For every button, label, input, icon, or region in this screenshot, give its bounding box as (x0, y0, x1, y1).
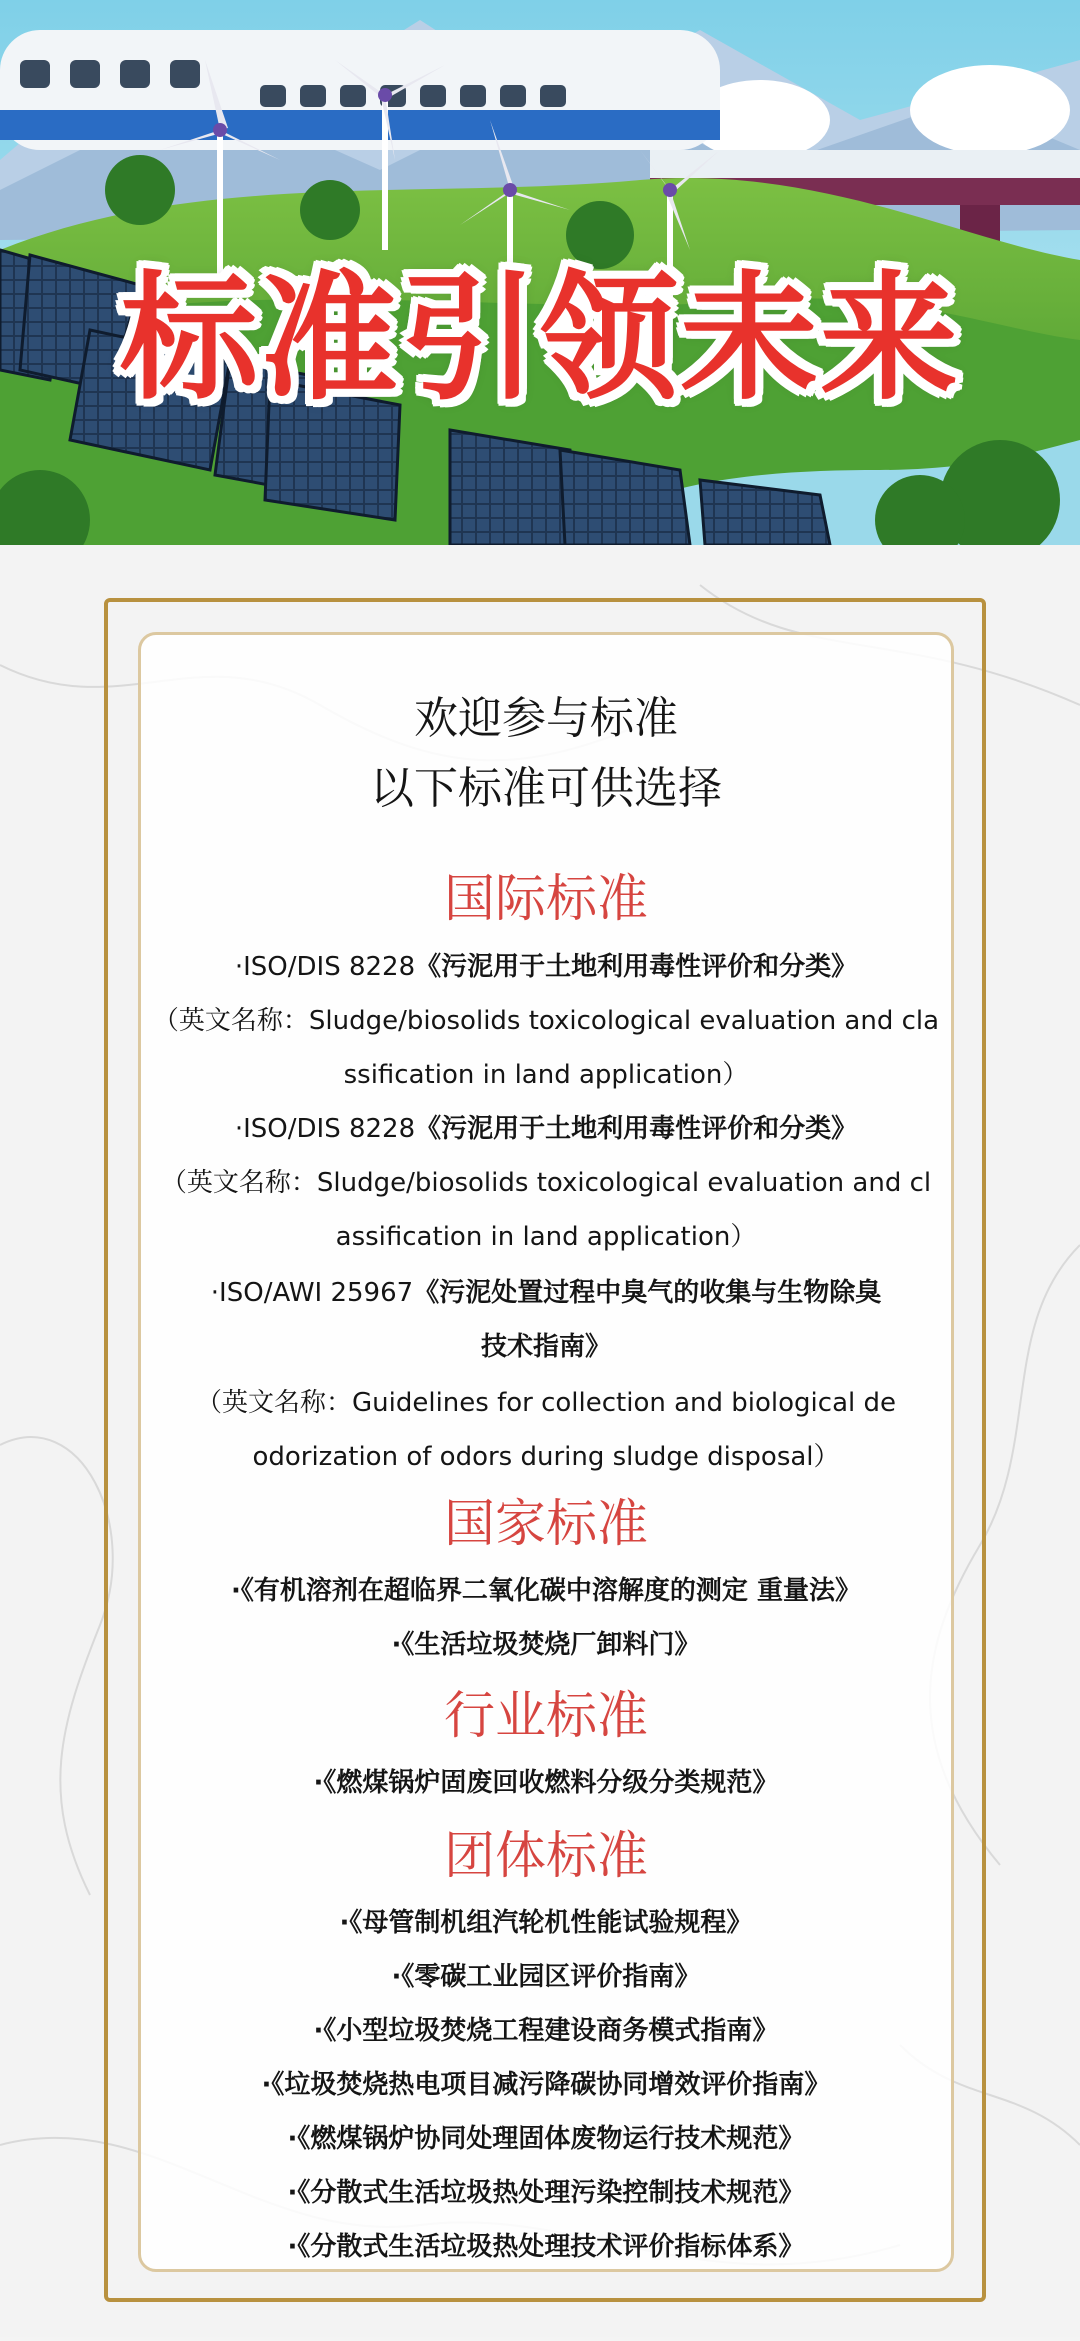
section-title-national: 国家标准 (443, 1495, 648, 1554)
list-item: ·《零碳工业园区评价指南》 (391, 1962, 701, 1992)
standard-name: 《污泥用于土地利用毒性评价和分类》 (415, 1114, 858, 1144)
list-item: ·《分散式生活垃圾热处理技术评价指标体系》 (287, 2232, 805, 2262)
list-item: ·《燃煤锅炉固废回收燃料分级分类规范》 (313, 1768, 779, 1798)
hero-banner (0, 0, 1080, 545)
english-name-line: （英文名称：Sludge/biosolids toxicological evaluation and cla (152, 1006, 940, 1036)
list-item: ·《有机溶剂在超临界二氧化碳中溶解度的测定 重量法》 (231, 1576, 861, 1606)
list-item (138, 1108, 954, 1145)
list-item: ·《小型垃圾焚烧工程建设商务模式指南》 (313, 2016, 779, 2046)
standard-name: 《污泥处置过程中臭气的收集与生物除臭 (413, 1278, 882, 1308)
section-title-international: 国际标准 (443, 870, 648, 929)
list-item: ·《燃煤锅炉协同处理固体废物运行技术规范》 (287, 2124, 805, 2154)
list-item: ·《分散式生活垃圾热处理污染控制技术规范》 (287, 2178, 805, 2208)
list-item: ·《生活垃圾焚烧厂卸料门》 (391, 1630, 701, 1660)
standard-code: ·ISO/AWI 25967 (210, 1278, 414, 1308)
list-item-continued: 技术指南》 (480, 1332, 611, 1362)
english-name-line: ssification in land application） (343, 1060, 749, 1090)
section-title-group: 团体标准 (443, 1827, 648, 1886)
section-title-industry: 行业标准 (443, 1687, 648, 1746)
list-item: ·《垃圾焚烧热电项目减污降碳协同增效评价指南》 (261, 2070, 831, 2100)
list-item (138, 1272, 954, 1309)
english-name-line: assification in land application） (335, 1222, 757, 1252)
intro-line-2: 以下标准可供选择 (370, 763, 722, 814)
standard-code: ·ISO/DIS 8228 (234, 952, 416, 982)
list-item: ·《母管制机组汽轮机性能试验规程》 (339, 1908, 753, 1938)
standard-code: ·ISO/DIS 8228 (234, 1114, 416, 1144)
banner-title: 标准引领未来 (119, 258, 960, 419)
standard-name: 《污泥用于土地利用毒性评价和分类》 (415, 952, 858, 982)
list-item (138, 946, 954, 983)
intro-line-1: 欢迎参与标准 (414, 693, 678, 744)
english-name-line: odorization of odors during sludge disposal） (252, 1442, 840, 1472)
english-name-line: （英文名称：Sludge/biosolids toxicological evaluation and cl (160, 1168, 932, 1198)
english-name-line: （英文名称：Guidelines for collection and biological de (196, 1388, 896, 1418)
